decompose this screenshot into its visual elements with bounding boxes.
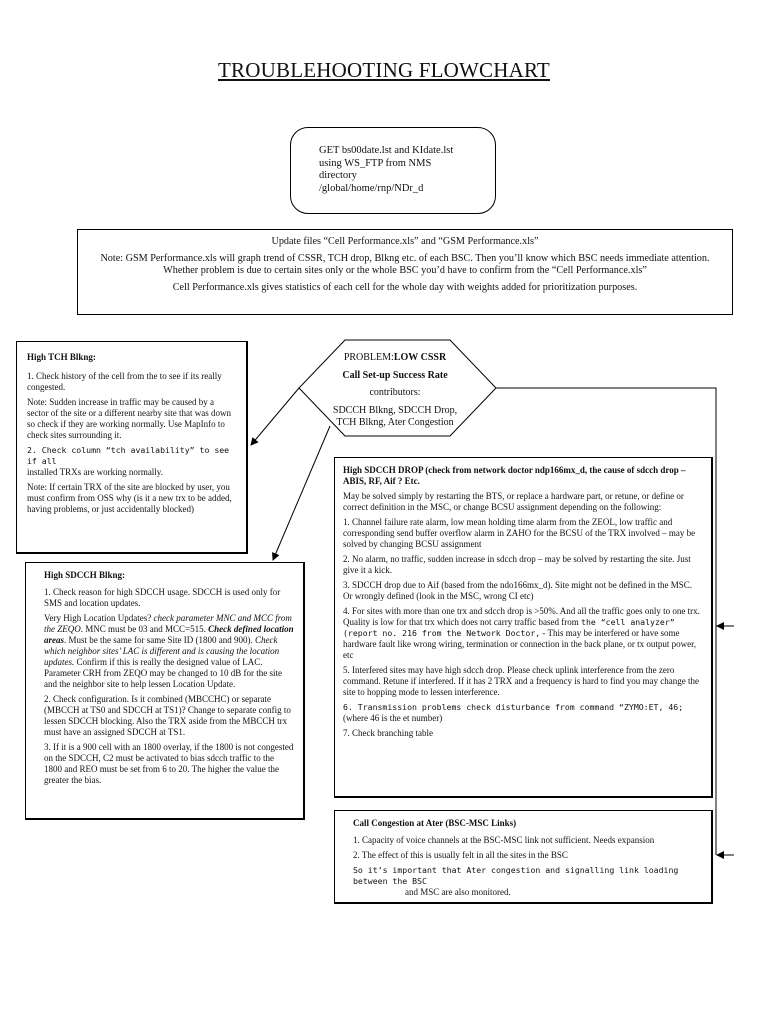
- contributors-label: contributors:: [369, 387, 421, 398]
- high-tch-blkng-box: [16, 341, 248, 554]
- tch-heading: High TCH Blkng:: [27, 352, 96, 362]
- problem-label: PROBLEM:: [343, 352, 394, 363]
- contributors-list: SDCCH Blkng, SDCCH Drop, TCH Blkng, Ater Congestion: [332, 404, 458, 428]
- ater-item-1: 1. Capacity of voice channels at the BSC-MSC link not sufficient. Needs expansion: [353, 835, 655, 845]
- tch-step-2: 2. Check column “tch availability” to see if all installed TRXs are working normally.: [27, 445, 230, 477]
- get-files-box: [290, 127, 496, 214]
- drop-item-5: 5. Interfered sites may have high sdcch drop. Please check uplink interference from the zero command. Retune if interfered. If it has 2 TRX and a frequency is hard to find you may change the site to hopping mode to lessen interference.: [343, 665, 699, 697]
- drop-item-3: 3. SDCCH drop due to Aif (based from the ndo166mx_d). Site might not be defined in the MSC. Or wrongly defined (look in the MSC, wrong CI etc): [343, 580, 692, 601]
- sdcch-heading: High SDCCH Blkng:: [44, 570, 126, 580]
- ater-congestion-box: [334, 810, 713, 904]
- arrow-to-tch: [251, 388, 299, 445]
- get-line-2: using WS_FTP from NMS: [319, 157, 432, 169]
- drop-intro: May be solved simply by restarting the BTS, or replace a hardware part, or retune, or define or correct definition in the MSC, or change BCSU assignment depending on the following:: [343, 491, 684, 512]
- update-files-box: [77, 229, 733, 315]
- drop-item-7: 7. Check branching table: [343, 728, 433, 738]
- drop-heading: High SDCCH DROP (check from network doctor ndp166mx_d, the cause of sdcch drop – ABIS, RF, Aif ? Etc.: [343, 465, 686, 486]
- sdcch-step-1: 1. Check reason for high SDCCH usage. SDCCH is used only for SMS and location updates.: [44, 587, 281, 608]
- update-cell-performance: Cell Performance.xls gives statistics of each cell for the whole day with weights added for prioritization purposes.: [172, 281, 638, 293]
- tch-note-1: Note: Sudden increase in traffic may be caused by a sector of the site or a different nearby site that was down so check if they are working normally. Use MapInfo to check sites surrounding it.: [27, 397, 232, 440]
- sdcch-location-updates: Very High Location Updates? check parameter MNC and MCC from the ZEQO. MNC must be 03 and MCC=515. Check defined location areas. Must be the same for same Site ID (1800 and 900). Check which neighbor sites’ LAC is different and is causing the location updates. Confirm if this is really the designed value of LAC. Parameter CRH from ZEQO may be changed to 10 dB for the site and the neighbor site to help lessen Location Update.: [44, 613, 294, 689]
- problem-text: [320, 352, 470, 435]
- arrow-to-sdcch-blkng: [273, 426, 330, 560]
- tch-note-2: Note: If certain TRX of the site are blocked by user, you must confirm from OSS why (is it a new trx to be added, having problems, or just accidentally blocked): [27, 482, 232, 514]
- drop-item-2: 2. No alarm, no traffic, sudden increase in sdcch drop – may be solved by restarting the site. Just give it a kick.: [343, 554, 691, 575]
- drop-item-1: 1. Channel failure rate alarm, low mean holding time alarm from the ZEOL, low traffic and corresponding send buffer overflow alarm in ZAHO for the BCSU of the TRX involved – may be solved by changing BCSU assignment: [343, 517, 696, 549]
- page-title: TROUBLEHOOTING FLOWCHART: [218, 58, 550, 82]
- ater-item-2: 2. The effect of this is usually felt in all the sites in the BSC: [353, 850, 568, 860]
- tch-step-1: 1. Check history of the cell from the to see if its really congested.: [27, 371, 222, 392]
- sdcch-step-2: 2. Check configuration. Is it combined (MBCCHC) or separate (MBCCH at TS0 and SDCCH at TS1)? Change to separate config to lessen SDCCH blocking. Also the TRX aside from the MBCCH trx must have an assigned SDCCH at TS1.: [44, 694, 291, 737]
- update-note: Note: GSM Performance.xls will graph trend of CSSR, TCH drop, Blkng etc. of each BSC. Then you’ll know which BSC needs immediate attention. Whether problem is due to certain sites only or the whole BSC you’d have to confirm from the “Cell Performance.xls”: [100, 252, 710, 277]
- get-line-3: directory: [319, 170, 357, 182]
- ater-heading: Call Congestion at Ater (BSC-MSC Links): [353, 818, 517, 828]
- drop-item-4: 4. For sites with more than one trx and sdcch drop is >50%. And all the traffic goes only to one trx. Quality is low for that trx which does not carry traffic based from the “cell analyzer” (report no. 216 from the Network Doctor, - This may be interfered or have some hardware fault like wrong wiring, termination or connection in the back plane, or tx output power, etc: [343, 606, 700, 660]
- update-line: Update files “Cell Performance.xls” and “GSM Performance.xls”: [271, 236, 539, 247]
- high-sdcch-blkng-box: [25, 562, 305, 820]
- high-sdcch-drop-box: [334, 457, 713, 798]
- ater-note: So it’s important that Ater congestion and signalling link loading between the BSC and MSC are also monitored.: [353, 865, 679, 897]
- problem-subtitle: Call Set-up Success Rate: [342, 369, 448, 381]
- sdcch-step-3: 3. If it is a 900 cell with an 1800 overlay, if the 1800 is not congested on the SDCCH, C2 must be activated to bias sdcch traffic to the 1800 and REO must be set from 6 to 20. The higher the value the greater the bias.: [44, 742, 294, 785]
- get-line-1: GET bs00date.lst and KIdate.lst: [319, 145, 454, 156]
- problem-value: LOW CSSR: [393, 352, 447, 363]
- drop-item-6: 6. Transmission problems check disturbance from command “ZYMO:ET, 46; (where 46 is the et number): [343, 702, 684, 723]
- get-line-4: /global/home/rnp/NDr_d: [319, 182, 424, 194]
